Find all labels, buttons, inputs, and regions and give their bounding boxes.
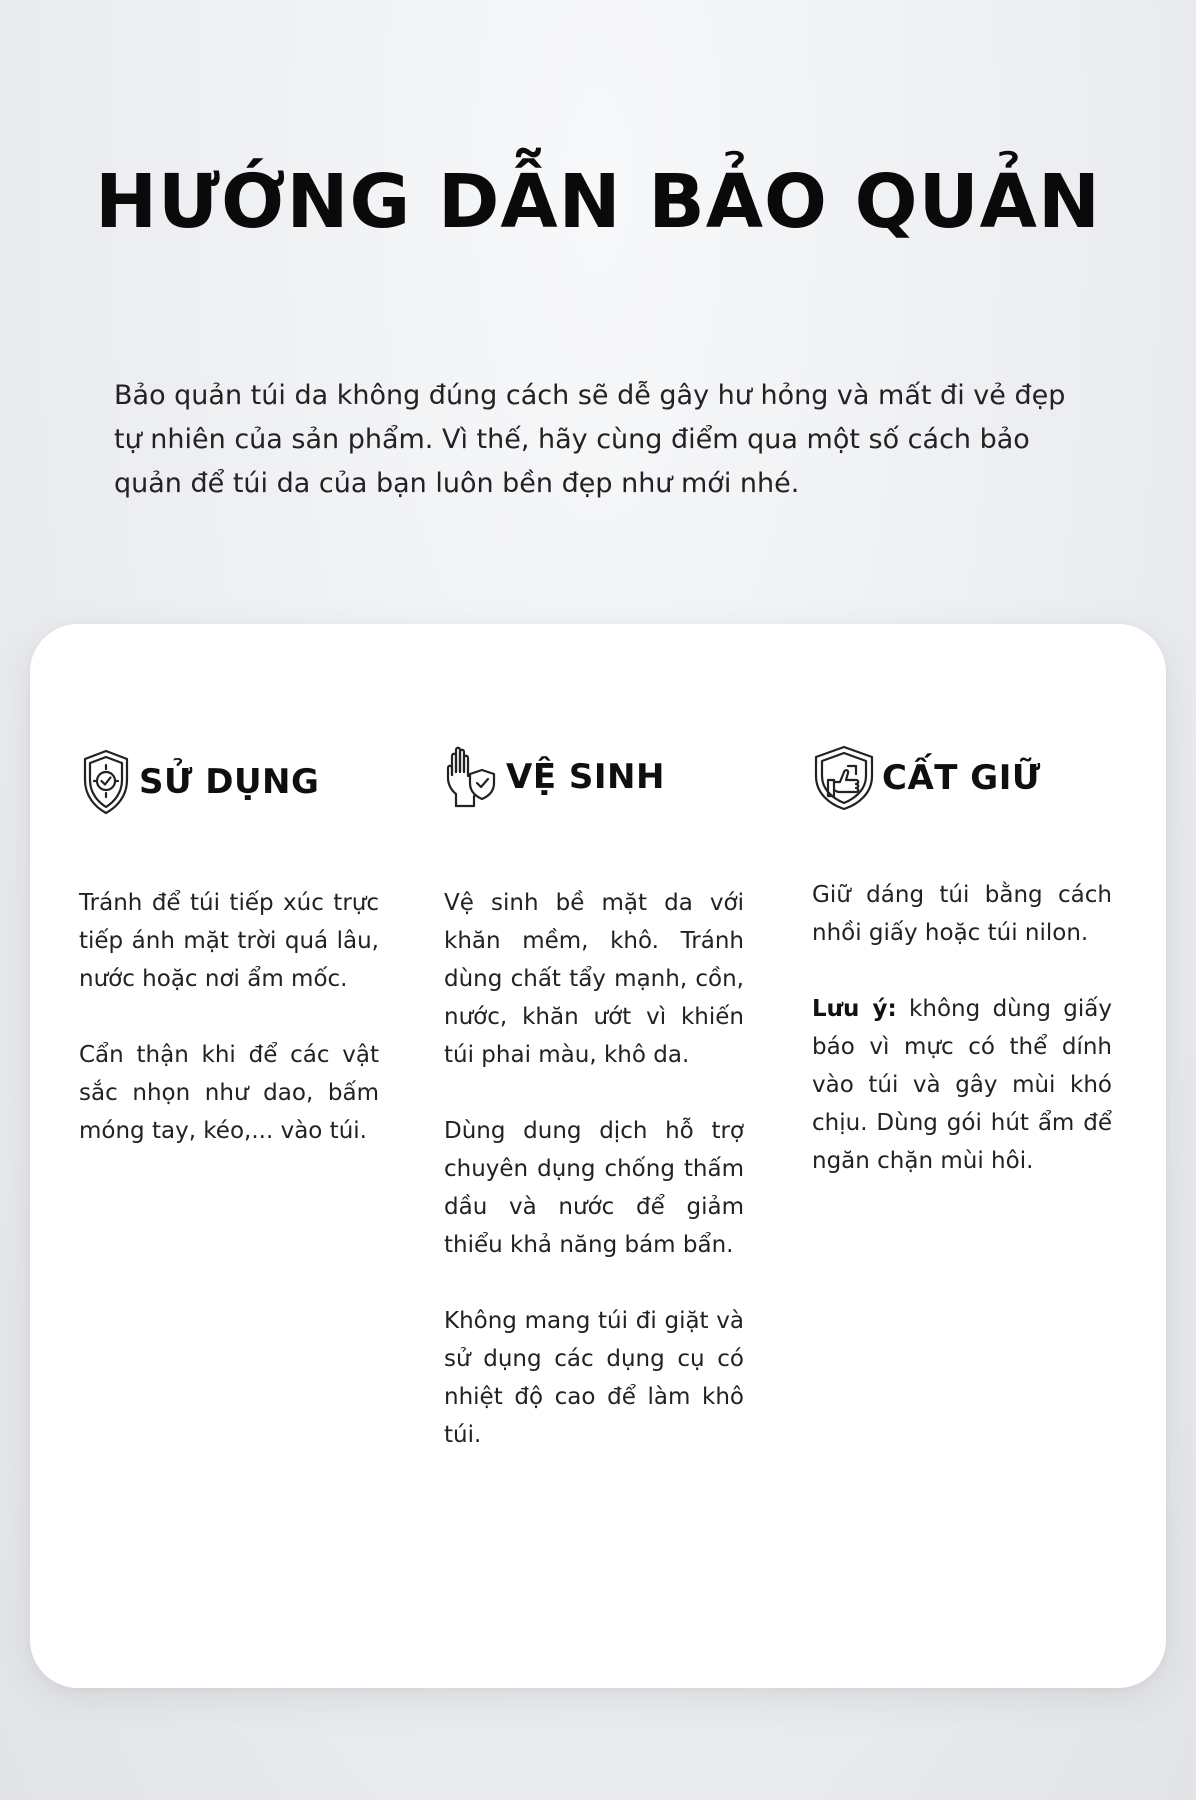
section-storage-header: [812, 744, 1041, 812]
section-storage-body: [812, 876, 1112, 1218]
section-cleaning-header: [444, 744, 665, 810]
section-storage-note: [812, 990, 1112, 1180]
intro-paragraph: Bảo quản túi da không đúng cách sẽ dễ gây hư hỏng và mất đi vẻ đẹp tự nhiên của sản phẩm. Vì thế, hãy cùng điểm qua một số cách bảo quản để túi da của bạn luôn bền đẹp như mới nhé.: [114, 380, 1066, 499]
shield-hand-icon: [812, 744, 876, 812]
hand-shield-icon: [444, 744, 500, 810]
section-cleaning-paragraph: Vệ sinh bề mặt da với khăn mềm, khô. Tránh dùng chất tẩy mạnh, cồn, nước, khăn ướt vì khiến túi phai màu, khô da.: [444, 890, 744, 1068]
section-cleaning-paragraph: Không mang túi đi giặt và sử dụng các dụng cụ có nhiệt độ cao để làm khô túi.: [444, 1308, 744, 1448]
section-usage-header: [79, 748, 319, 816]
section-usage-paragraph: Cẩn thận khi để các vật sắc nhọn như dao, bấm móng tay, kéo,... vào túi.: [79, 1042, 379, 1144]
note-label: Lưu ý:: [812, 996, 897, 1022]
section-storage-paragraph: Giữ dáng túi bằng cách nhồi giấy hoặc túi nilon.: [812, 882, 1112, 946]
section-storage-title: CẤT GIỮ: [882, 758, 1041, 798]
care-card: [30, 624, 1166, 1688]
section-cleaning-body: [444, 884, 744, 1492]
section-usage-title: SỬ DỤNG: [139, 762, 320, 802]
section-usage-paragraph: Tránh để túi tiếp xúc trực tiếp ánh mặt trời quá lâu, nước hoặc nơi ẩm mốc.: [79, 890, 379, 992]
section-cleaning-paragraph: Dùng dung dịch hỗ trợ chuyên dụng chống thấm dầu và nước để giảm thiểu khả năng bám bẩn.: [444, 1118, 744, 1258]
section-usage-body: [79, 884, 379, 1188]
page-title: HƯỚNG DẪN BẢO QUẢN: [95, 159, 1101, 245]
section-cleaning-title: VỆ SINH: [506, 757, 665, 797]
note-text: không dùng giấy báo vì mực có thể dính vào túi và gây mùi khó chịu. Dùng gói hút ẩm để ngăn chặn mùi hôi.: [812, 996, 1112, 1174]
shield-check-icon: [79, 748, 133, 816]
